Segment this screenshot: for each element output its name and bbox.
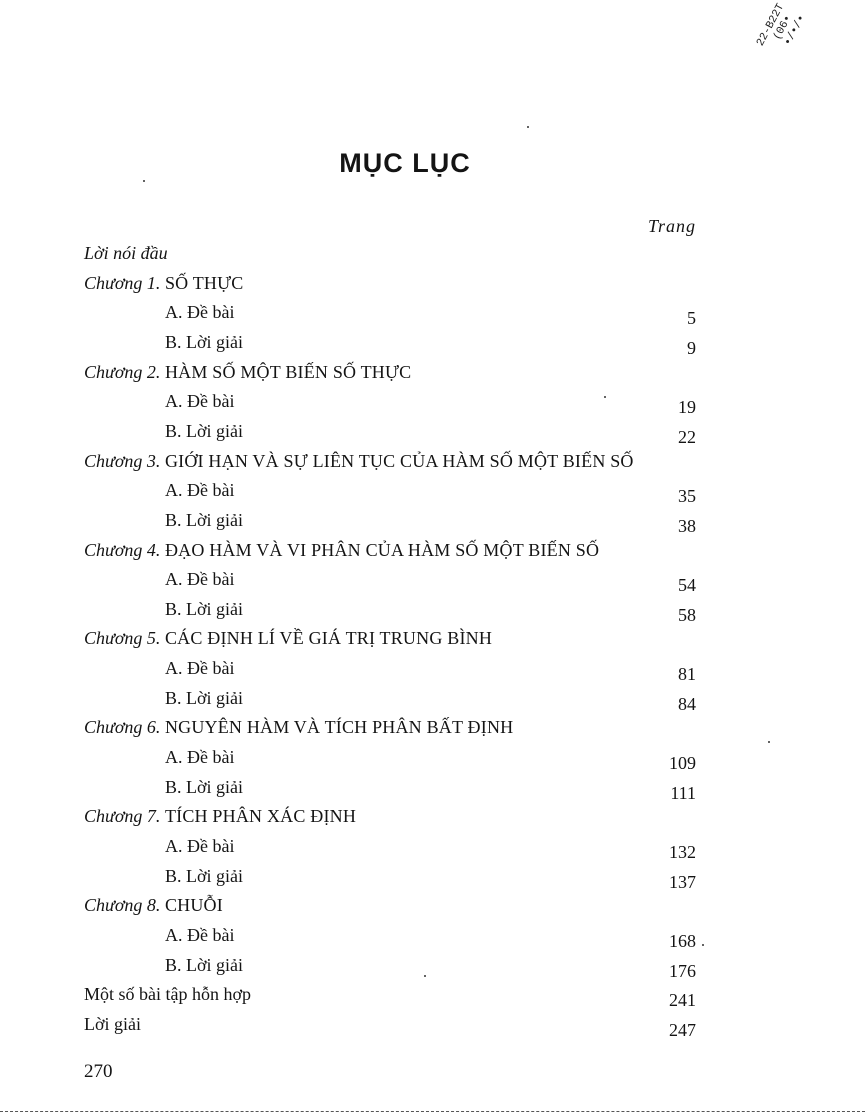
chapter-title: NGUYÊN HÀM VÀ TÍCH PHÂN BẤT ĐỊNH (164, 717, 514, 738)
toc-chapter-title (84, 449, 634, 473)
toc-chapter-title (84, 538, 599, 562)
toc-section-title: A. Đề bài (165, 569, 235, 590)
toc-page-number: 81 (678, 664, 696, 685)
toc-chapter-row (0, 360, 865, 384)
toc-chapter-row (0, 804, 865, 828)
toc-chapter-title (84, 893, 223, 917)
toc-page-number: 247 (669, 1019, 696, 1040)
toc-section-title: B. Lời giải (165, 954, 244, 975)
toc-section-title: A. Đề bài (165, 658, 235, 679)
chapter-title: GIỚI HẠN VÀ SỰ LIÊN TỤC CỦA HÀM SỐ MỘT BIẾN SỐ (164, 450, 634, 471)
page-column-header: Trang (647, 216, 696, 236)
chapter-title: HÀM SỐ MỘT BIẾN SỐ THỰC (164, 361, 412, 382)
toc-section-row (0, 567, 865, 596)
toc-page-number: 22 (678, 426, 696, 447)
toc-page-number: 168 (669, 930, 696, 951)
toc-section-title: B. Lời giải (165, 509, 244, 530)
chapter-prefix: Chương 3. (84, 450, 161, 471)
toc-page-number: 19 (678, 397, 696, 418)
page-bottom-edge (0, 1111, 865, 1112)
toc-chapter-title (84, 360, 411, 384)
toc-chapter-title (84, 271, 244, 295)
toc-section-row (0, 419, 865, 447)
toc-chapter-row (0, 626, 865, 650)
toc-page-number: 9 (687, 337, 696, 358)
chapter-prefix: Chương 6. (84, 717, 161, 738)
toc-section-title: A. Đề bài (165, 836, 235, 856)
toc-section-title: B. Lời giải (165, 420, 244, 441)
chapter-title: TÍCH PHÂN XÁC ĐỊNH (164, 806, 357, 827)
toc-page-number: 241 (669, 990, 696, 1011)
toc-section-row (0, 300, 865, 329)
toc-page-number: 35 (678, 486, 696, 507)
scan-speck (768, 741, 770, 743)
toc-page-number: 54 (678, 575, 696, 596)
toc-section-title: B. Lời giải (165, 598, 244, 619)
chapter-title: CÁC ĐỊNH LÍ VỀ GIÁ TRỊ TRUNG BÌNH (164, 628, 493, 649)
toc-section-title: B. Lời giải (165, 331, 244, 352)
toc-section-row (0, 597, 865, 625)
toc-page-number: 176 (669, 960, 696, 981)
library-stamp: 22-B22T (06• •/•/• (754, 1, 809, 60)
toc-section-title: B. Lời giải (165, 776, 244, 797)
toc-chapter-title (84, 626, 492, 650)
toc-chapter-row (0, 449, 865, 473)
toc-entry-title: Lời nói đầu (84, 243, 168, 263)
toc-section-row (0, 686, 865, 714)
scan-speck (604, 396, 606, 398)
chapter-prefix: Chương 7. (84, 806, 161, 827)
chapter-prefix: Chương 8. (84, 895, 161, 916)
toc-entry-row (0, 241, 865, 265)
chapter-title: ĐẠO HÀM VÀ VI PHÂN CỦA HÀM SỐ MỘT BIẾN SỐ (164, 539, 600, 560)
toc-section-title: B. Lời giải (165, 865, 244, 886)
toc-section-title: A. Đề bài (165, 480, 235, 501)
toc-page-number: 132 (669, 842, 696, 862)
toc-entry-title: Một số bài tập hỗn hợp (84, 984, 252, 1005)
toc-section-row (0, 864, 865, 892)
toc-chapter-row (0, 715, 865, 739)
toc-section-title: B. Lời giải (165, 687, 244, 708)
toc-section-row (0, 330, 865, 358)
toc-entry-row (0, 982, 865, 1011)
toc-entry-title: Lời giải (84, 1013, 142, 1034)
toc-section-row (0, 923, 865, 951)
toc-chapter-title (84, 715, 513, 739)
toc-page-number: 5 (687, 308, 696, 329)
toc-page-number: 109 (669, 753, 696, 774)
page-title: MỤC LỤC (339, 148, 471, 178)
toc-section-row (0, 478, 865, 507)
toc-chapter-row (0, 538, 865, 562)
toc-section-row (0, 834, 865, 862)
toc-entry-row (0, 1012, 865, 1040)
toc-page-number: 137 (669, 871, 696, 892)
toc-chapter-row (0, 893, 865, 917)
scan-speck (527, 126, 529, 128)
toc-chapter-title (84, 804, 356, 828)
toc-section-title: A. Đề bài (165, 391, 235, 412)
chapter-title: SỐ THỰC (164, 272, 244, 293)
page-number: 270 (84, 1061, 113, 1082)
toc-chapter-row (0, 271, 865, 295)
toc-page-number: 38 (678, 515, 696, 536)
toc-section-row (0, 745, 865, 774)
chapter-prefix: Chương 2. (84, 361, 161, 382)
chapter-prefix: Chương 4. (84, 539, 161, 560)
toc-page-number: 111 (670, 782, 696, 803)
toc-section-title: A. Đề bài (165, 924, 235, 945)
toc-section-row (0, 953, 865, 981)
chapter-prefix: Chương 5. (84, 628, 161, 649)
toc-section-title: A. Đề bài (165, 747, 235, 768)
toc-section-row (0, 775, 865, 803)
chapter-title: CHUỖI (164, 895, 223, 916)
toc-section-row (0, 656, 865, 685)
toc-page-number: 58 (678, 604, 696, 625)
chapter-prefix: Chương 1. (84, 272, 161, 293)
scan-speck (702, 944, 704, 946)
toc-section-row (0, 389, 865, 418)
scan-speck (424, 975, 426, 977)
toc-section-title: A. Đề bài (165, 302, 235, 323)
scan-speck (143, 180, 145, 182)
toc-section-row (0, 508, 865, 536)
toc-page-number: 84 (678, 693, 696, 714)
